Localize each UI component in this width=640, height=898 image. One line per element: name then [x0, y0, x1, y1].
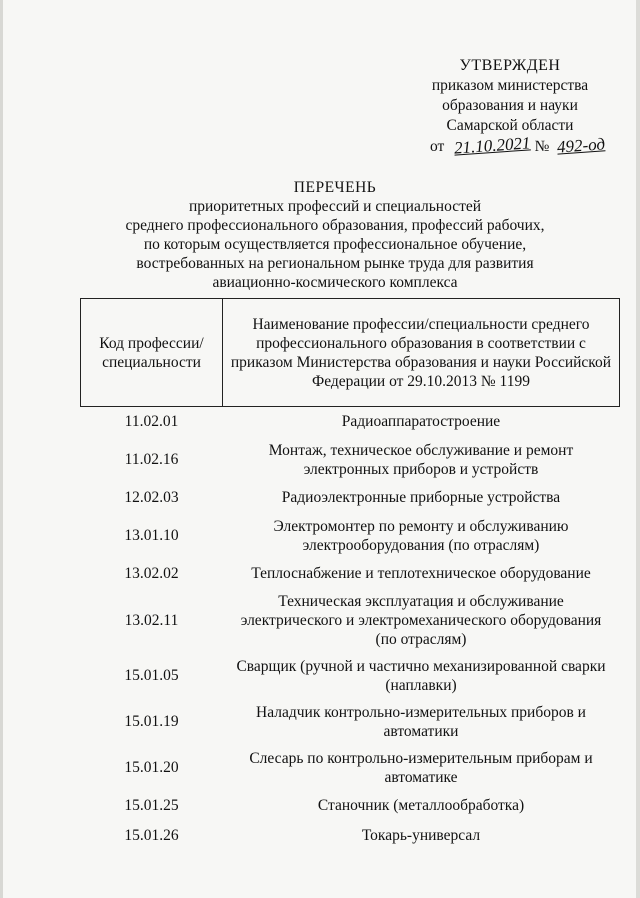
row-name: Сварщик (ручной и частично механизированной сварки (наплавки) [236, 657, 606, 694]
table-row [81, 699, 620, 745]
table-row [81, 791, 620, 821]
document-heading [100, 178, 570, 292]
row-name: Электромонтер по ремонту и обслуживанию электрооборудования (по отраслям) [273, 517, 569, 554]
heading-line-5: авиационно-космического комплекса [212, 274, 458, 291]
row-name: Монтаж, техническое обслуживание и ремонт электронных приборов и устройств [268, 441, 574, 478]
row-name: Теплоснабжение и теплотехническое оборудование [251, 565, 591, 582]
professions-table [80, 298, 620, 851]
heading-line-4: востребованных на региональном рынке труда для развития [136, 255, 534, 272]
row-code: 13.01.10 [124, 527, 179, 544]
row-code: 15.01.26 [124, 827, 179, 844]
row-code: 11.02.16 [124, 451, 179, 468]
heading-line-1: приоритетных профессий и специальностей [188, 198, 482, 215]
table-row [81, 437, 620, 483]
row-code: 12.02.03 [124, 489, 179, 506]
row-name: Радиоаппаратостроение [341, 413, 501, 431]
approval-title: УТВЕРЖДЕН [459, 57, 561, 74]
header-code: Код профессии/ специальности [81, 299, 223, 407]
row-name: Токарь-универсал [361, 827, 481, 844]
table-header-row [81, 299, 620, 407]
approval-line-3: Самарской области [446, 117, 574, 134]
table-row [81, 653, 620, 699]
row-code: 13.02.11 [124, 612, 179, 629]
row-name: Слесарь по контрольно-измерительным приборам и автоматике [249, 749, 593, 786]
row-code: 13.02.02 [124, 565, 179, 582]
document-title: ПЕРЕЧЕНЬ [293, 179, 377, 196]
table-row [81, 483, 620, 513]
handwritten-number: 492-од [556, 134, 606, 157]
approval-line-2: образования и науки [442, 97, 578, 114]
table-row [81, 513, 620, 559]
table-row [81, 559, 620, 589]
approval-date-line [400, 133, 620, 158]
heading-line-2: среднего профессионального образования, профессий рабочих, [125, 217, 545, 234]
header-name: Наименование профессии/специальности среднего профессионального образования в соответствии с приказом Министерства образования и науки Российской Федерации от 29.10.2013 № 1199 [223, 299, 620, 407]
row-code: 11.02.01 [124, 413, 179, 431]
row-name: Радиоэлектронные приборные устройства [281, 489, 561, 506]
row-code: 15.01.20 [124, 759, 179, 776]
approval-line-1: приказом министерства [431, 77, 589, 94]
heading-line-3: по которым осуществляется профессиональное обучение, [143, 236, 527, 253]
handwritten-date: 21.10.2021 [453, 133, 532, 158]
row-code: 15.01.05 [124, 667, 179, 684]
table-row [81, 745, 620, 791]
row-name: Станочник (металлообработка) [317, 797, 525, 814]
row-code: 15.01.25 [124, 797, 179, 814]
date-prefix: от [430, 138, 445, 155]
approval-stamp-block [400, 56, 620, 157]
row-name: Наладчик контрольно-измерительных приборов и автоматики [256, 703, 586, 740]
number-prefix: № [534, 138, 550, 155]
table-row [81, 407, 620, 437]
row-code: 15.01.19 [124, 713, 179, 730]
table-row [81, 821, 620, 851]
table-row [81, 589, 620, 653]
scan-edge-left [0, 0, 3, 898]
row-name: Техническая эксплуатация и обслуживание электрического и электромеханического оборудования (по отраслям) [240, 593, 602, 648]
scan-edge-right [636, 0, 640, 898]
